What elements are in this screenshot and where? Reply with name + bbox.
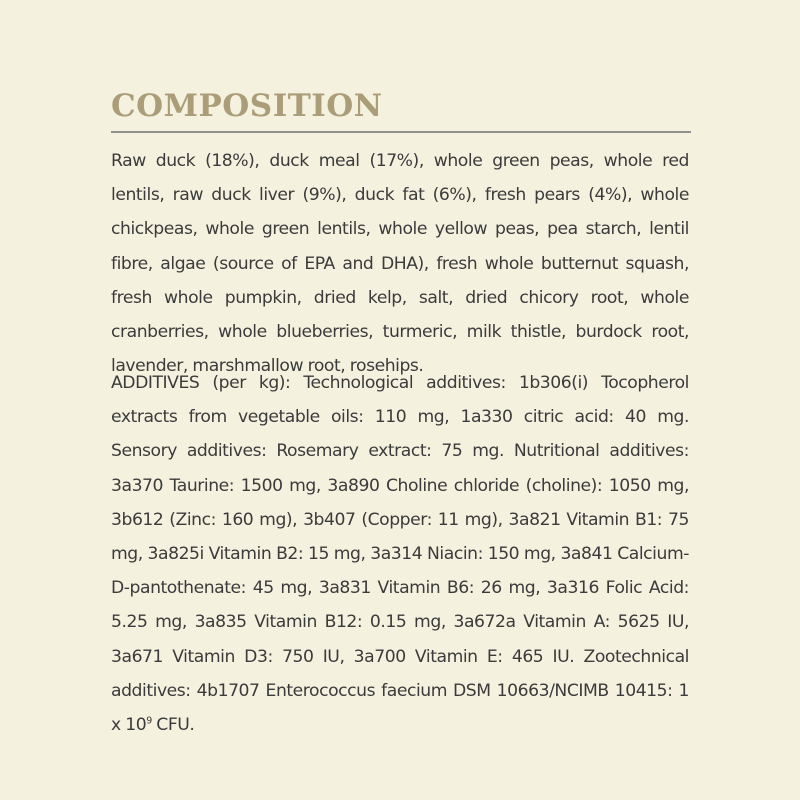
ingredients-paragraph: Raw duck (18%), duck meal (17%), whole green peas, whole red lentils, raw duck liver (9%), duck fat (6%), fresh pears (4%), whole chickpeas, whole green lentils, whole yellow peas, pea starch, lentil fibre, algae (source of EPA and DHA), fresh whole butternut squash, fresh whole pumpkin, dried kelp, salt, dried chicory root, whole cranberries, whole blueberries, turmeric, milk thistle, burdock root, lavender, marshmallow root, rosehips.	[111, 151, 689, 377]
additives-text: ADDITIVES (per kg): Technological additives: 1b306(i) Tocopherol extracts from vegetable oils: 110 mg, 1a330 citric acid: 40 mg. Sensory additives: Rosemary extract: 75 mg. Nutritional additives: 3a370 Taurine: 1500 mg, 3a890 Choline chloride (choline): 1050 mg, 3b612 (Zinc: 160 mg), 3b407 (Copper: 11 mg), 3a821 Vitamin B1: 75 mg, 3a825i Vitamin B2: 15 mg, 3a314 Niacin: 150 mg, 3a841 Calcium-D-pantothenate: 45 mg, 3a831 Vitamin B6: 26 mg, 3a316 Folic Acid: 5.25 mg, 3a835 Vitamin B12: 0.15 mg, 3a672a Vitamin A: 5625 IU, 3a671 Vitamin D3: 750 IU, 3a700 Vitamin E: 465 IU. Zootechnical additives: 4b1707 Enterococcus faecium DSM 10663/NCIMB 10415: 1 x 10	[111, 373, 689, 736]
additives-paragraph	[111, 366, 689, 742]
composition-heading: COMPOSITION	[111, 88, 383, 124]
additives-unit: CFU.	[151, 715, 195, 736]
additives-exponent: 9	[146, 715, 152, 727]
heading-divider	[111, 131, 691, 133]
